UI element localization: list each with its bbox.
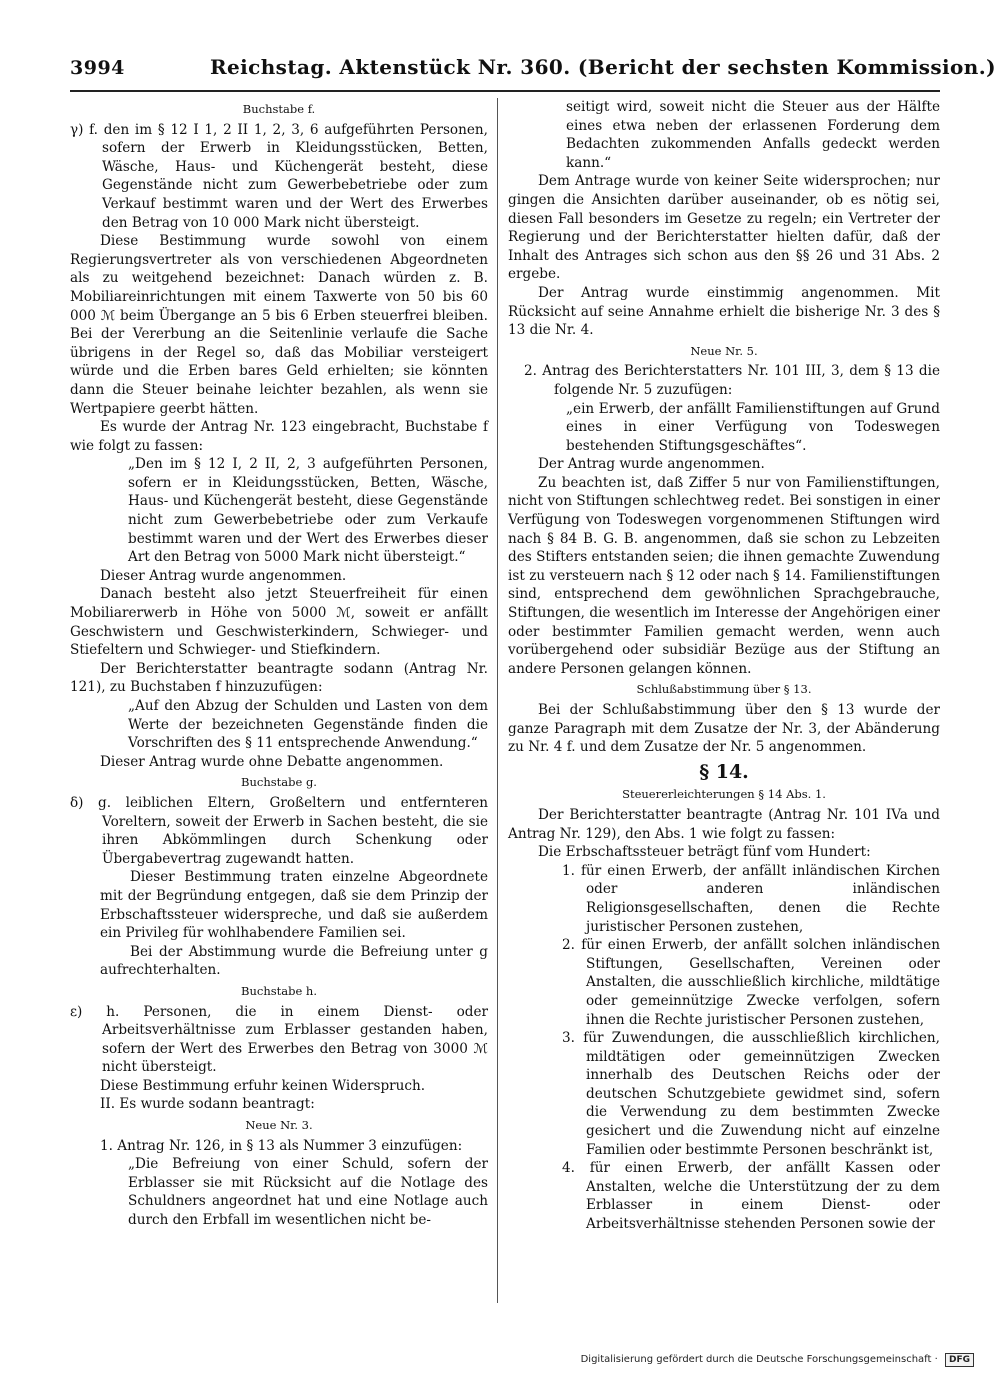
quoted-text: „ein Erwerb, der anfällt Familienstiftungen auf Grund eines in einer Verfügung von Todeswegen bestehenden Stiftungsgeschäftes“.: [566, 400, 940, 454]
running-title: Reichstag. Aktenstück Nr. 360. (Bericht der sechsten Kommission.): [210, 55, 996, 79]
dfg-logo: DFG: [945, 1353, 974, 1367]
paragraph: Diese Bestimmung wurde sowohl von einem Regierungsvertreter als von verschiedenen Abgeordneten als zu weitgehend bezeichnet: Danach würden z. B. Mobiliareinrichtungen mit einem Taxwerte von 50 bis 60 000 ℳ beim Übergange an 5 bis 6 Erben steuerfrei bleiben. Bei der Vererbung an die Seitenlinie verlaufe die Sache übrigens in der Regel so, daß das Mobiliar versteigert würde und die Erben bares Geld erhielten; sie könnten dann die Steuer beinahe leichter bezahlen, als wenn sie Wertpapiere geerbt hätten.: [70, 233, 488, 417]
section-heading: Neue Nr. 5.: [690, 343, 758, 358]
paragraph: Diese Bestimmung erfuhr keinen Widerspruch.: [100, 1077, 426, 1094]
right-column: [508, 98, 940, 1234]
paragraph: γ) f. den im § 12 I 1, 2 II 1, 2, 3, 6 aufgeführten Personen, sofern der Erwerb in Kleidungsstücken, Betten, Wäsche, Haus- und Küchengerät besteht, diese Gegenstände nicht zum Gewerbebetriebe oder zum Verkauf bestimmt waren und der Wert des Erwerbes den Betrag von 10 000 Mark nicht übersteigt.: [70, 121, 488, 231]
paragraph: Der Berichterstatter beantragte sodann (Antrag Nr. 121), zu Buchstaben f hinzuzufügen:: [70, 660, 488, 696]
paragraph: Bei der Schlußabstimmung über den § 13 wurde der ganze Paragraph mit dem Zusatze der Nr. 3, der Abänderung zu Nr. 4 f. und dem Zusatze der Nr. 5 angenommen.: [508, 702, 940, 756]
credit-text: Digitalisierung gefördert durch die Deutsche Forschungsgemeinschaft ·: [580, 1354, 938, 1365]
section-heading: Buchstabe g.: [241, 775, 317, 790]
header-rule: [70, 90, 940, 92]
paragraph: Zu beachten ist, daß Ziffer 5 nur von Familienstiftungen, nicht von Stiftungen schlechtweg redet. Bei sonstigen in einer Verfügung von Todeswegen vorgenommenen Stiftungen wird nach § 84 B. G. B. angenommen, daß sie schon zu Lebzeiten des Stifters entstanden seien; die ihnen gemachte Zuwendung ist zu versteuern nach § 12 oder nach § 14. Familienstiftungen sind, entsprechend dem gewöhnlichen Sprachgebrauche, Stiftungen, die wesentlich im Interesse der Angehörigen einer oder bestimmter Familien gemacht werden, wenn auch vorübergehend oder subsidiär Bezüge aus der Stiftung an andere Personen gelangen können.: [508, 474, 940, 677]
paragraph: δ) g. leiblichen Eltern, Großeltern und entfernteren Voreltern, soweit der Erwerb in Sachen besteht, die sie ihren Abkömmlingen durch Schenkung oder Übergabevertrag zugewandt hatten.: [70, 794, 488, 867]
section-heading: Neue Nr. 3.: [245, 1118, 313, 1133]
list-item: 2. für einen Erwerb, der anfällt solchen inländischen Stiftungen, Gesellschaften, Vereinen oder Anstalten, die ausschließlich kirchliche, mildtätige oder gemeinnützige Zwecke verfolgen, sofern ihnen die Rechte juristischer Personen zustehen,: [562, 937, 940, 1028]
quoted-text: „Die Befreiung von einer Schuld, sofern der Erblasser sie mit Rücksicht auf die Notlage des Schuldners angeordnet hat und eine Notlage auch durch den Erbfall im wesentlichen nicht be-: [128, 1156, 488, 1229]
paragraph: Dieser Antrag wurde angenommen.: [100, 567, 347, 584]
section-heading: Steuererleichterungen § 14 Abs. 1.: [622, 787, 826, 802]
section-heading: Schlußabstimmung über § 13.: [636, 682, 812, 697]
paragraph: Der Antrag wurde angenommen.: [538, 456, 765, 473]
left-column: [70, 98, 488, 1230]
paragraph: ε) h. Personen, die in einem Dienst- oder Arbeitsverhältnisse zum Erblasser gestanden haben, sofern der Wert des Erwerbes den Betrag von 3000 ℳ nicht übersteigt.: [70, 1003, 488, 1076]
quoted-text: seitigt wird, soweit nicht die Steuer aus der Hälfte eines etwa neben der erlassenen Forderung dem Bedachten zukommenden Anfalls gedeckt werden kann.“: [566, 99, 940, 171]
quoted-text: „Den im § 12 I, 2 II, 2, 3 aufgeführten Personen, sofern er in Kleidungsstücken, Betten, Wäsche, Haus- und Küchengerät besteht, diese Gegenstände nicht zum Gewerbebetriebe oder zum Verkaufe bestimmt waren und der Wert des Erwerbes dieser Art den Betrag von 5000 Mark nicht übersteigt.“: [128, 456, 488, 566]
paragraph: 2. Antrag des Berichterstatters Nr. 101 III, 3, dem § 13 die folgende Nr. 5 zuzufügen:: [524, 363, 940, 398]
paragraph: Die Erbschaftssteuer beträgt fünf vom Hundert:: [538, 844, 871, 861]
section-heading: Buchstabe f.: [242, 102, 316, 116]
list-item: 4. für einen Erwerb, der anfällt Kassen oder Anstalten, welche die Unterstützung der zu dem Erblasser in einem Dienst- oder Arbeitsverhältnisse stehenden Personen sowie der: [562, 1160, 940, 1233]
digitization-credit: [581, 1353, 974, 1367]
paragraph: Bei der Abstimmung wurde die Befreiung unter g aufrechterhalten.: [100, 943, 488, 979]
paragraph: Es wurde der Antrag Nr. 123 eingebracht, Buchstabe f wie folgt zu fassen:: [70, 419, 488, 454]
column-divider: [497, 98, 498, 1303]
paragraph: II. Es wurde sodann beantragt:: [100, 1096, 315, 1113]
paragraph-heading: § 14.: [699, 760, 749, 783]
paragraph: 1. Antrag Nr. 126, in § 13 als Nummer 3 einzufügen:: [100, 1137, 463, 1154]
page-header: [70, 55, 996, 89]
paragraph: Dieser Bestimmung traten einzelne Abgeordnete mit der Begründung entgegen, daß sie dem Prinzip der Erbschaftssteuer widerspreche, und daß sie außerdem ein Privileg für wohlhabendere Familien sei.: [100, 869, 488, 942]
page-number: 3994: [70, 57, 125, 79]
list-item: 1. für einen Erwerb, der anfällt inländischen Kirchen oder anderen inländischen Religionsgesellschaften, denen die Rechte juristischer Personen zustehen,: [562, 862, 940, 935]
paragraph: Danach besteht also jetzt Steuerfreiheit für einen Mobiliarerwerb in Höhe von 5000 ℳ, soweit er anfällt Geschwistern und Geschwisterkindern, Schwieger- und Stiefeltern und Schwieger- und Stiefkindern.: [70, 586, 488, 659]
paragraph: Der Antrag wurde einstimmig angenommen. Mit Rücksicht auf seine Annahme erhielt die bisherige Nr. 3 des § 13 die Nr. 4.: [508, 284, 940, 339]
paragraph: Der Berichterstatter beantragte (Antrag Nr. 101 IVa und Antrag Nr. 129), den Abs. 1 wie folgt zu fassen:: [508, 806, 940, 842]
paragraph: Dieser Antrag wurde ohne Debatte angenommen.: [100, 753, 444, 770]
list-item: 3. für Zuwendungen, die ausschließlich kirchlichen, mildtätigen oder gemeinnützigen Zwecken innerhalb des Deutschen Reichs oder der deutschen Schutzgebiete gewidmet sind, sofern die Verwendung zu dem bestimmten Zwecke gesichert und die Zuwendung nicht auf einzelne Familien oder bestimmte Personen beschränkt ist,: [562, 1030, 940, 1158]
quoted-text: „Auf den Abzug der Schulden und Lasten von dem Werte der bezeichneten Gegenstände finden die Vorschriften des § 11 entsprechende Anwendung.“: [128, 698, 488, 752]
paragraph: Dem Antrage wurde von keiner Seite widersprochen; nur gingen die Ansichten darüber auseinander, ob es nötig sei, diesen Fall besonders im Gesetze zu regeln; ein Vertreter der Regierung und der Berichterstatter hielten dafür, daß der Inhalt des Antrages sich schon aus den §§ 26 und 31 Abs. 2 ergebe.: [508, 173, 940, 283]
section-heading: Buchstabe h.: [241, 983, 317, 998]
